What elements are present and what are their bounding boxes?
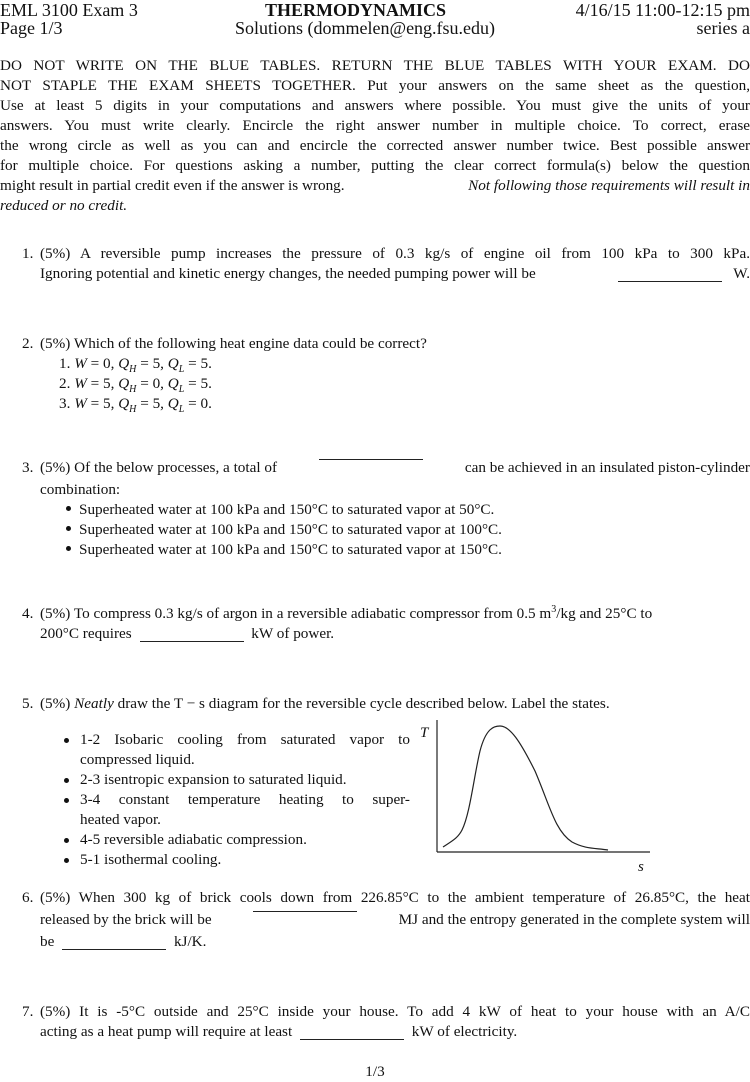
saturation-dome-curve bbox=[443, 726, 608, 850]
page-footer: 1/3 bbox=[365, 1063, 385, 1080]
bullet-text: compressed liquid. bbox=[80, 751, 195, 768]
bullet-text: Superheated water at 100 kPa and 150°C to saturated vapor at 100°C. bbox=[79, 521, 502, 538]
answer-unit: W. bbox=[733, 265, 750, 282]
bullet-text: 1-2 Isobaric cooling from saturated vapor to bbox=[80, 731, 410, 748]
bullet-text: 3-4 constant temperature heating to super- bbox=[80, 791, 410, 808]
answer-blank[interactable] bbox=[618, 280, 722, 282]
bullet-icon bbox=[64, 798, 69, 803]
instruction-line: DO NOT WRITE ON THE BLUE TABLES. RETURN THE BLUE TABLES WITH YOUR EXAM. DO bbox=[0, 57, 750, 74]
bullet-text: 4-5 reversible adiabatic compression. bbox=[80, 831, 307, 848]
page-indicator: Page 1/3 bbox=[0, 18, 63, 38]
bullet-text: Superheated water at 100 kPa and 150°C to saturated vapor at 150°C. bbox=[79, 541, 502, 558]
choice-option[interactable]: 1. W = 0, $Q_H = 5$, $Q_L = 5$. bbox=[59, 355, 212, 376]
bullet-icon bbox=[66, 546, 71, 551]
bullet-icon bbox=[64, 738, 69, 743]
choice-qh: 5 bbox=[152, 355, 161, 372]
instruction-line: Use at least 5 digits in your computations and answers where possible. You must give the units of your bbox=[0, 97, 750, 114]
bullet-icon bbox=[64, 858, 69, 863]
choice-qh: 5 bbox=[152, 395, 161, 412]
choice-number[interactable]: 1. bbox=[59, 355, 71, 372]
bullet-text: 5-1 isothermal cooling. bbox=[80, 851, 222, 868]
choice-number[interactable]: 3. bbox=[59, 395, 71, 412]
bullet-icon bbox=[66, 506, 71, 511]
question-emphasis: Neatly bbox=[74, 695, 114, 712]
question-number: 7. bbox=[22, 1003, 34, 1020]
solutions-contact: Solutions (dommelen@eng.fsu.edu) bbox=[235, 18, 496, 38]
question-2 bbox=[0, 334, 750, 414]
question-text: (5%) Which of the following heat engine data could be correct? bbox=[40, 335, 427, 352]
question-text: acting as a heat pump will require at least bbox=[40, 1023, 293, 1040]
question-number: 1. bbox=[22, 245, 34, 262]
question-text: combination: bbox=[40, 481, 121, 498]
question-1 bbox=[0, 244, 750, 288]
bullet-icon bbox=[64, 838, 69, 843]
choice-number[interactable]: 2. bbox=[59, 375, 71, 392]
series-label: series a bbox=[696, 18, 750, 38]
choice-ql: 0. bbox=[200, 395, 212, 412]
choice-ql: 5. bbox=[200, 375, 212, 392]
bullet-text: 2-3 isentropic expansion to saturated liquid. bbox=[80, 771, 347, 788]
bullet-item bbox=[64, 830, 410, 850]
bullet-item bbox=[40, 500, 750, 520]
question-text: (5%) A reversible pump increases the pressure of 0.3 kg/s of engine oil from 100 kPa to 300 kPa. bbox=[40, 245, 750, 262]
instruction-line: the wrong circle as well as you can and encircle the corrected answer number twice. Best possible answer bbox=[0, 137, 750, 154]
choice-w: 5 bbox=[103, 395, 111, 412]
answer-blank[interactable] bbox=[253, 910, 357, 912]
choice-w: 0 bbox=[103, 355, 111, 372]
choice-ql: 5. bbox=[200, 355, 212, 372]
x-axis-label: s bbox=[638, 859, 644, 875]
instruction-line: might result in partial credit even if the answer is wrong. bbox=[0, 177, 345, 194]
answer-blank[interactable] bbox=[319, 458, 423, 460]
answer-blank[interactable] bbox=[300, 1038, 404, 1040]
question-7 bbox=[0, 1002, 750, 1046]
instruction-line: answers. You must write clearly. Encircle the right answer number in multiple choice. To correct, erase bbox=[0, 117, 750, 134]
superscript: 3 bbox=[551, 603, 557, 615]
answer-unit: kW of power. bbox=[251, 625, 335, 642]
ts-diagram bbox=[410, 716, 660, 876]
question-5 bbox=[0, 694, 750, 874]
bullet-item bbox=[64, 770, 410, 790]
bullet-item bbox=[64, 730, 410, 770]
choice-option[interactable]: 3. W = 5, $Q_H = 5$, $Q_L = 0$. bbox=[59, 395, 212, 416]
process-list bbox=[64, 730, 410, 870]
question-6 bbox=[0, 888, 750, 954]
question-text: be bbox=[40, 933, 55, 950]
choice-qh: 0 bbox=[152, 375, 161, 392]
answer-blank[interactable] bbox=[62, 948, 166, 950]
exam-datetime: 4/16/15 11:00-12:15 pm bbox=[575, 0, 750, 20]
instruction-line-with-tail bbox=[0, 176, 750, 196]
bullet-icon bbox=[64, 778, 69, 783]
question-text: Ignoring potential and kinetic energy changes, the needed pumping power will be bbox=[40, 265, 536, 282]
question-3 bbox=[0, 458, 750, 558]
bullet-item bbox=[40, 540, 750, 560]
bullet-text: Superheated water at 100 kPa and 150°C to saturated vapor at 50°C. bbox=[79, 501, 495, 518]
instruction-line: NOT STAPLE THE EXAM SHEETS TOGETHER. Put your answers on the same sheet as the question, bbox=[0, 77, 750, 94]
question-text: MJ and the entropy generated in the complete system will bbox=[398, 911, 750, 928]
question-pct: (5%) bbox=[40, 695, 71, 712]
question-number: 2. bbox=[22, 335, 34, 352]
instructions bbox=[0, 56, 750, 216]
bullet-item bbox=[64, 790, 410, 830]
bullet-icon bbox=[66, 526, 71, 531]
y-axis-label: T bbox=[420, 725, 429, 741]
question-text: (5%) To compress 0.3 kg/s of argon in a reversible adiabatic compressor from 0.5 m bbox=[40, 605, 552, 622]
question-text: (5%) Of the below processes, a total of bbox=[40, 459, 278, 476]
question-text: 200°C requires bbox=[40, 625, 132, 642]
question-number: 5. bbox=[22, 695, 34, 712]
choice-w: 5 bbox=[103, 375, 111, 392]
bullet-item bbox=[40, 520, 750, 540]
question-number: 6. bbox=[22, 889, 34, 906]
bullet-text: heated vapor. bbox=[80, 811, 161, 828]
choice-option[interactable]: 2. W = 5, $Q_H = 0$, $Q_L = 5$. bbox=[59, 375, 212, 396]
instruction-warning-end: reduced or no credit. bbox=[0, 197, 128, 214]
question-number: 4. bbox=[22, 605, 34, 622]
bullet-item bbox=[64, 850, 410, 870]
question-4 bbox=[0, 604, 750, 650]
instruction-line: for multiple choice. For questions asking a number, putting the clear correct formula(s) below the question bbox=[0, 157, 750, 174]
question-text: draw the T − s diagram for the reversible cycle described below. Label the states. bbox=[117, 695, 610, 712]
subject-title: THERMODYNAMICS bbox=[265, 0, 447, 20]
question-number: 3. bbox=[22, 459, 34, 476]
answer-blank[interactable] bbox=[140, 640, 244, 642]
question-text: (5%) When 300 kg of brick cools down from 226.85°C to the ambient temperature of 26.85°C, the heat bbox=[40, 889, 750, 906]
answer-unit: kW of electricity. bbox=[411, 1023, 518, 1040]
question-text: /kg and 25°C to bbox=[556, 605, 653, 622]
question-text: can be achieved in an insulated piston-cylinder bbox=[464, 459, 750, 476]
instruction-warning: Not following those requirements will result in bbox=[468, 177, 750, 194]
question-text: (5%) It is -5°C outside and 25°C inside your house. To add 4 kW of heat to your house with an A/C bbox=[40, 1003, 750, 1020]
course-title: EML 3100 Exam 3 bbox=[0, 0, 138, 20]
answer-unit: kJ/K. bbox=[173, 933, 207, 950]
question-text: released by the brick will be bbox=[40, 911, 212, 928]
